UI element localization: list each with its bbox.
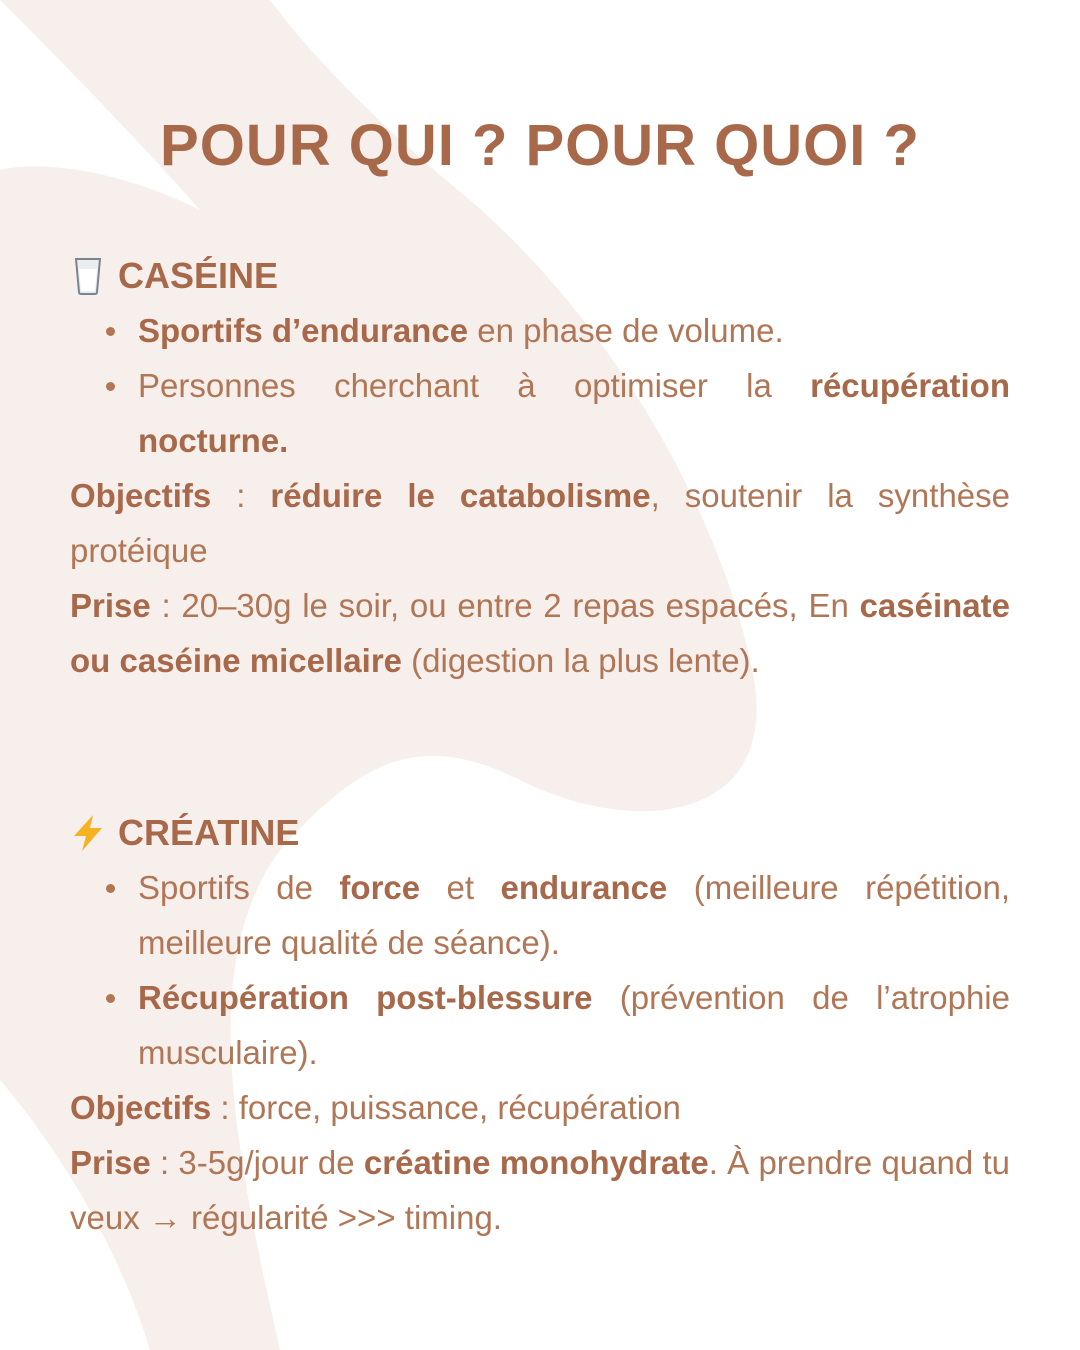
list-item: Sportifs de force et endurance (meilleure répétition, meilleure qualité de séance). bbox=[138, 860, 1010, 970]
caseine-heading-text: CASÉINE bbox=[118, 255, 279, 296]
page-title: POUR QUI ? POUR QUOI ? bbox=[160, 113, 920, 178]
section-caseine bbox=[70, 248, 1010, 688]
caseine-objectifs: Objectifs : réduire le catabolisme, soutenir la synthèse protéique bbox=[70, 477, 1011, 569]
creatine-heading-text: CRÉATINE bbox=[118, 812, 300, 853]
creatine-heading bbox=[70, 805, 1010, 860]
milk-glass-icon bbox=[70, 256, 106, 296]
creatine-objectifs: Objectifs : force, puissance, récupération bbox=[70, 1089, 681, 1126]
list-item: Sportifs d’endurance en phase de volume. bbox=[138, 303, 1010, 358]
caseine-list bbox=[70, 303, 1010, 468]
creatine-prise: Prise : 3-5g/jour de créatine monohydrate. À prendre quand tu veux → régularité >>> timing. bbox=[70, 1144, 1010, 1236]
caseine-heading bbox=[70, 248, 1010, 303]
section-creatine bbox=[70, 805, 1010, 1245]
list-item: Personnes cherchant à optimiser la récupération nocturne. bbox=[138, 358, 1010, 468]
lightning-icon bbox=[70, 813, 106, 853]
creatine-list bbox=[70, 860, 1010, 1080]
list-item: Récupération post-blessure (prévention de l’atrophie musculaire). bbox=[138, 970, 1010, 1080]
caseine-prise: Prise : 20–30g le soir, ou entre 2 repas espacés, En caséinate ou caséine micellaire (digestion la plus lente). bbox=[70, 587, 1010, 679]
